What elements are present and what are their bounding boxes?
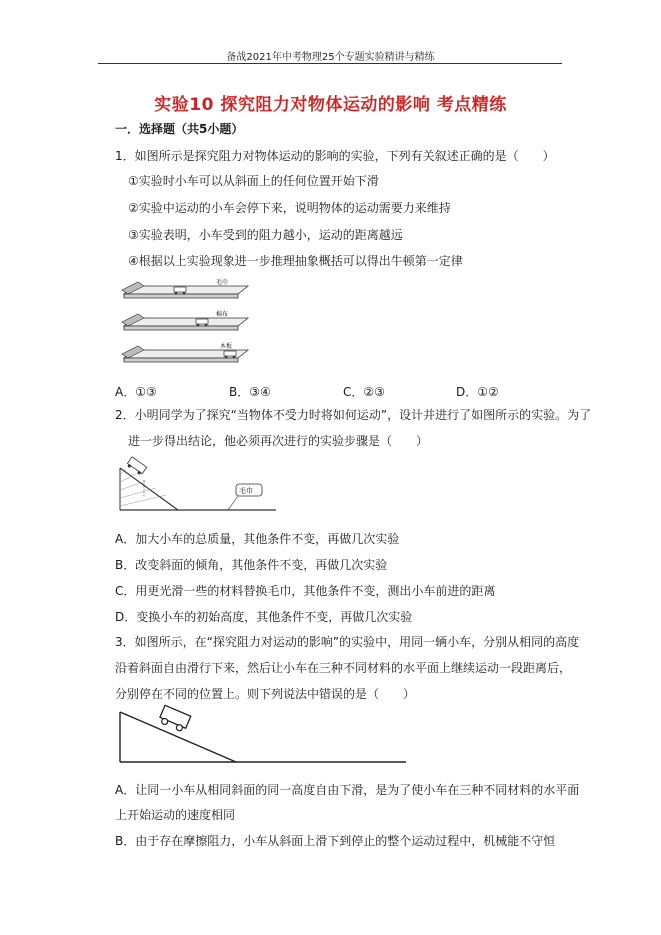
ramp-wood-diagram <box>122 342 248 362</box>
q1-option-d-letter: D． <box>456 385 478 399</box>
question-2-figure <box>118 458 278 518</box>
q1-option-d-text: ①② <box>477 385 499 399</box>
q1-option-b[interactable] <box>229 383 271 400</box>
question-2-stem-line-2: 进一步得出结论，他必须再次进行的实验步骤是（ ） <box>128 434 429 448</box>
statement-4: ④根据以上实验现象进一步推理抽象概括可以得出牛顿第一定律 <box>128 254 463 268</box>
question-1-stem: 1．如图所示是探究阻力对物体运动的影响的实验，下列有关叙述正确的是（ ） <box>115 149 555 163</box>
q2-option-d[interactable]: D．变换小车的初始高度，其他条件不变，再做几次实验 <box>115 610 413 624</box>
question-3-stem-line-3: 分别停在不同的位置上。则下列说法中错误的是（ ） <box>115 687 416 701</box>
q2-option-c[interactable]: C．用更光滑一些的材料替换毛巾，其他条件不变，测出小车前进的距离 <box>115 584 496 598</box>
statement-1: ①实验时小车可以从斜面上的任何位置开始下滑 <box>128 174 379 188</box>
header-rule <box>98 63 562 64</box>
statement-3: ③实验表明，小车受到的阻力越小，运动的距离越远 <box>128 228 403 242</box>
q1-option-c-text: ②③ <box>363 385 385 399</box>
figure-label-wood: 木板 <box>220 343 233 350</box>
cart-icon <box>158 705 191 733</box>
question-3-figure <box>118 704 408 766</box>
question-1-figure <box>116 276 256 376</box>
q2-option-a[interactable]: A．加大小车的总质量，其他条件不变，再做几次实验 <box>115 532 400 546</box>
q3-option-a-line-1[interactable]: A．让同一小车从相同斜面的同一高度自由下滑，是为了使小车在三种不同材料的水平面 <box>115 783 580 797</box>
question-3-stem-line-1: 3．如图所示，在“探究阻力对运动的影响”的实验中，用同一辆小车，分别从相同的高度 <box>115 635 580 649</box>
section-heading: 一．选择题（共5小题） <box>115 122 244 136</box>
q2-option-b[interactable]: B．改变斜面的倾角，其他条件不变，再做几次实验 <box>115 558 388 572</box>
figure-label-towel-2: 毛巾 <box>239 487 253 495</box>
q1-option-b-text: ③④ <box>249 385 271 399</box>
page-title: 实验10 探究阻力对物体运动的影响 考点精练 <box>154 95 507 115</box>
q1-option-a-text: ①③ <box>135 385 157 399</box>
ramp-cotton-diagram <box>122 310 248 330</box>
ramp-towel-diagram <box>122 278 248 298</box>
q1-option-c[interactable] <box>343 383 385 400</box>
q3-option-b[interactable]: B．由于存在摩擦阻力，小车从斜面上滑下到停止的整个运动过程中，机械能不守恒 <box>115 834 556 848</box>
statement-2: ②实验中运动的小车会停下来，说明物体的运动需要力来维持 <box>128 201 451 215</box>
q1-option-a-letter: A． <box>115 385 136 399</box>
q1-option-b-letter: B． <box>229 385 250 399</box>
question-2-stem-line-1: 2．小明同学为了探究“当物体不受力时将如何运动”，设计并进行了如图所示的实验。为了 <box>115 408 592 422</box>
question-3-stem-line-2: 沿着斜面自由滑行下来，然后让小车在三种不同材料的水平面上继续运动一段距离后， <box>115 661 572 675</box>
header-text: 备战2021年中考物理25个专题实验精讲与精练 <box>226 52 435 63</box>
q1-option-d[interactable] <box>456 383 499 400</box>
figure-label-towel: 毛巾 <box>216 279 229 286</box>
q1-option-a[interactable] <box>115 383 157 400</box>
figure-label-cotton: 棉布 <box>216 311 229 318</box>
q3-option-a-line-2: 上开始运动的速度相同 <box>115 808 236 822</box>
q1-option-c-letter: C． <box>343 385 364 399</box>
